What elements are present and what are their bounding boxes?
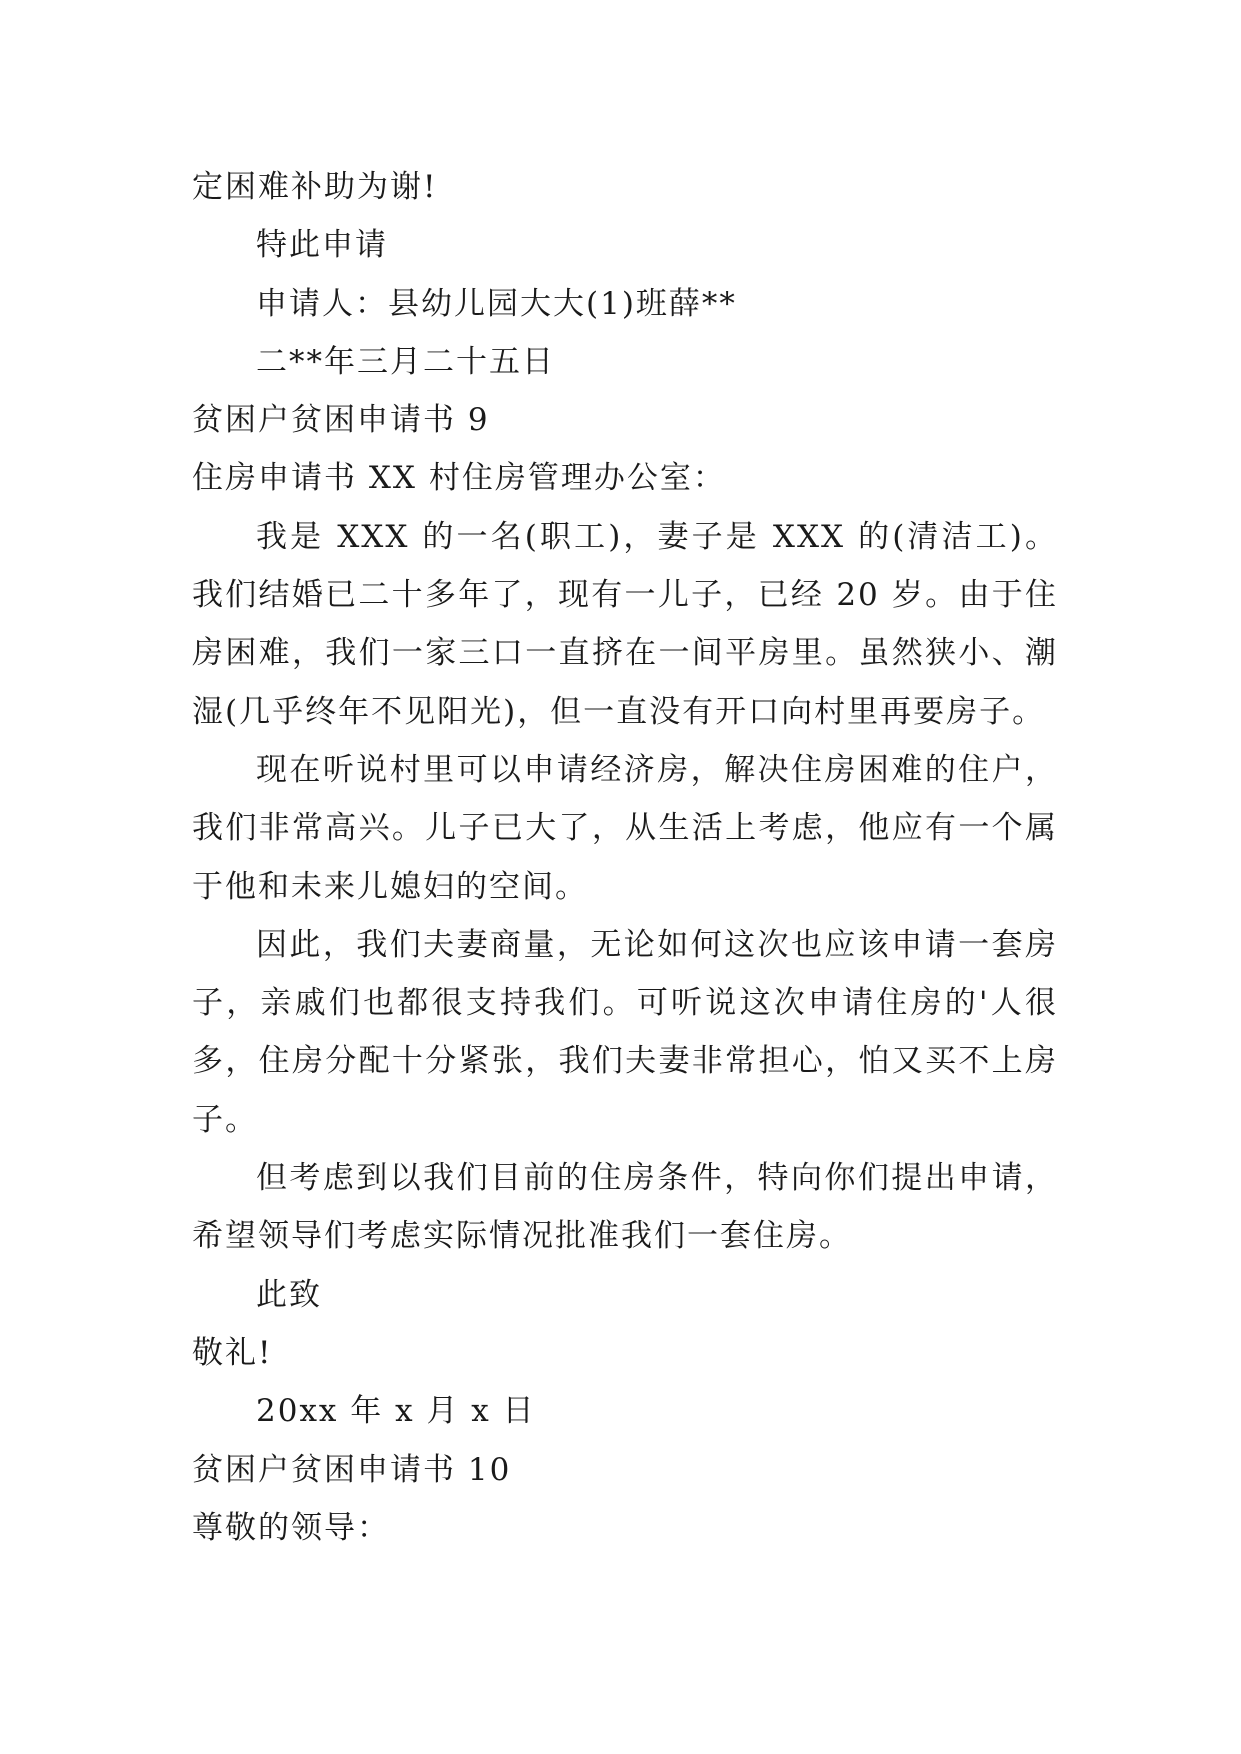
section-title: 贫困户贫困申请书 10 [192,1451,512,1488]
body-paragraph: 但考虑到以我们目前的住房条件，特向你们提出申请，希望领导们考虑实际情况批准我们一套住房。 [192,1160,1058,1255]
body-paragraph: 现在听说村里可以申请经济房，解决住房困难的住户，我们非常高兴。儿子已大了，从生活上考虑，他应有一个属于他和未来儿媳妇的空间。 [192,751,1058,905]
letter-heading: 住房申请书 XX 村住房管理办公室： [192,460,726,497]
text-line: 特此申请 [256,227,388,264]
salutation: 尊敬的领导： [192,1509,390,1546]
closing-jingli: 敬礼! [192,1334,273,1371]
applicant-line: 申请人：县幼儿园大大(1)班薛** [256,285,737,322]
closing-cizhi: 此致 [256,1276,322,1313]
section-title: 贫困户贫困申请书 9 [192,402,490,439]
document-body [192,158,1058,1557]
closing-date: 20xx 年 x 月 x 日 [256,1393,536,1430]
body-paragraph: 因此，我们夫妻商量，无论如何这次也应该申请一套房子，亲戚们也都很支持我们。可听说这次申请住房的'人很多，住房分配十分紧张，我们夫妻非常担心，怕又买不上房子。 [192,926,1058,1138]
text-line: 定困难补助为谢! [192,169,438,205]
date-line: 二**年三月二十五日 [256,343,555,380]
body-paragraph: 我是 XXX 的一名(职工)，妻子是 XXX 的(清洁工)。我们结婚已二十多年了，现有一儿子，已经 20 岁。由于住房困难，我们一家三口一直挤在一间平房里。虽然狭小、潮湿(几乎终年不见阳光)，但一直没有开口向村里再要房子。 [192,518,1058,730]
